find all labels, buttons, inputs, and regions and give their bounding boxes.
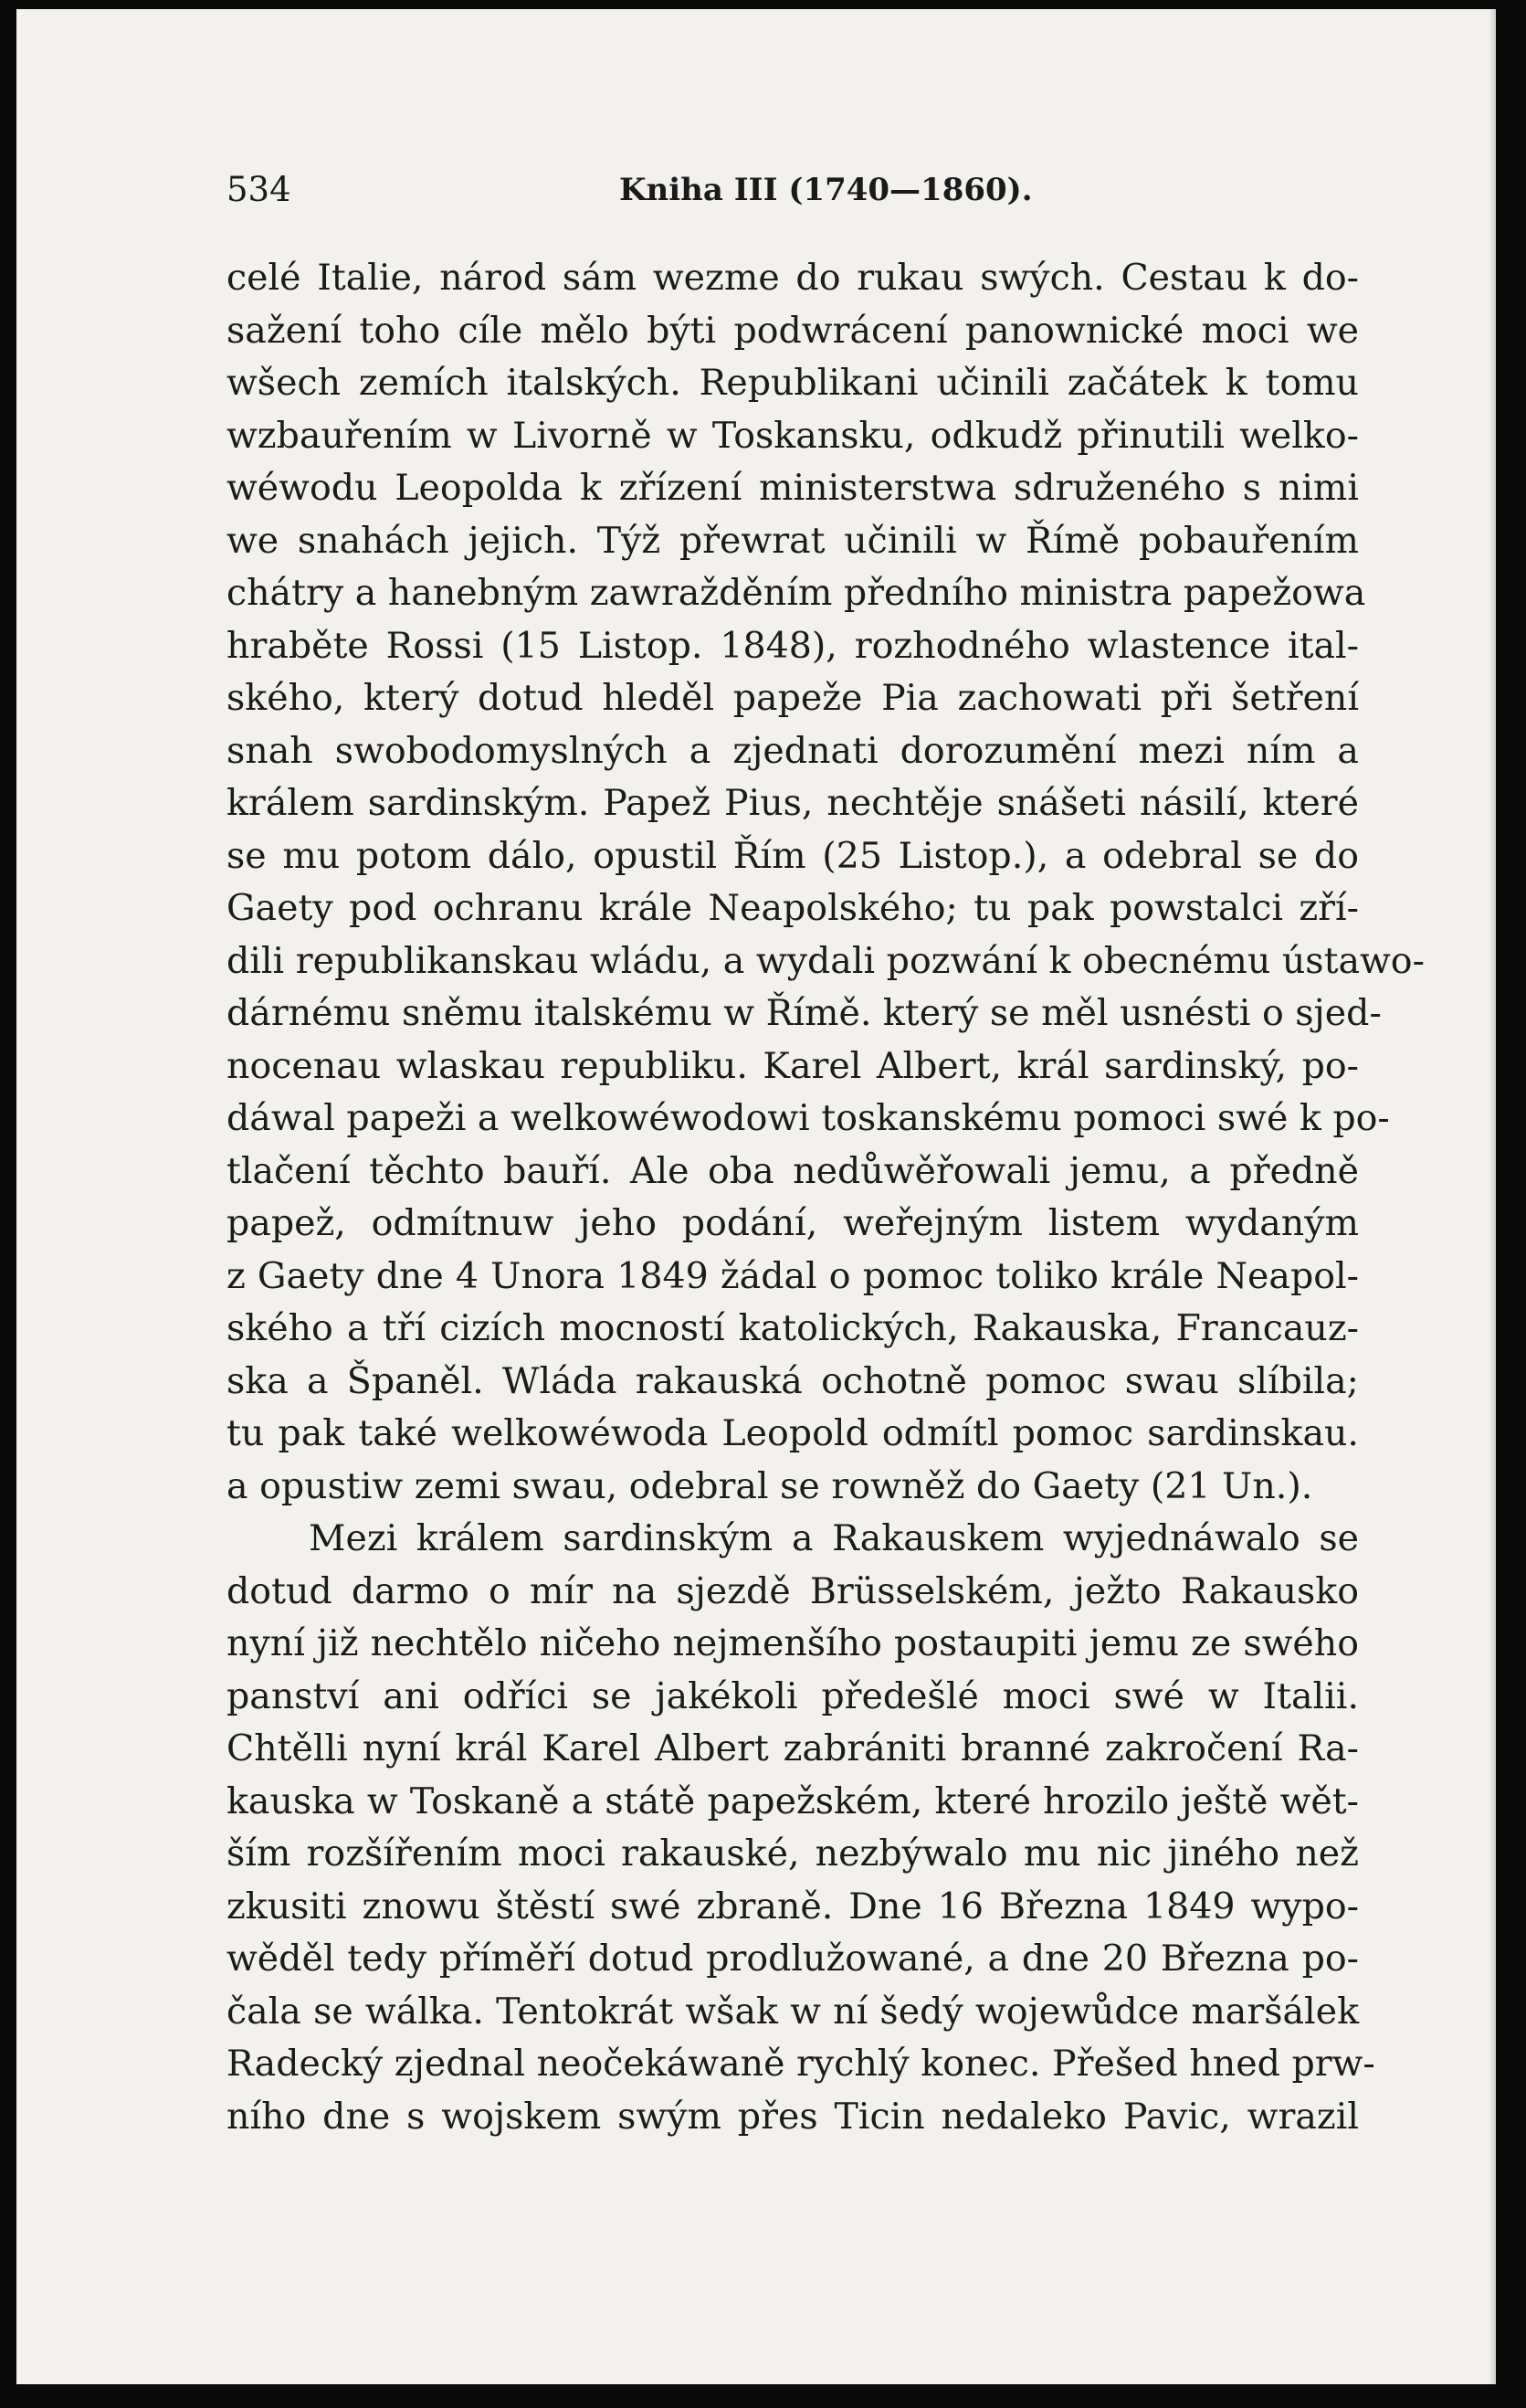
text-line: sažení toho cíle mělo býti podwrácení panownické moci we <box>226 309 1359 352</box>
text-line: Mezi králem sardinským a Rakauskem wyjednáwalo se <box>309 1517 1359 1559</box>
running-head <box>226 164 1359 216</box>
text-line: wzbauřením w Livorně w Toskansku, odkudž přinutili welko- <box>226 414 1359 457</box>
body-text <box>226 252 1425 2143</box>
text-line: celé Italie, národ sám wezme do rukau swých. Cestau k do- <box>226 257 1359 299</box>
text-line: čala se wálka. Tentokrát wšak w ní šedý wojewůdce maršálek <box>226 1990 1359 2033</box>
text-line: nocenau wlaskau republiku. Karel Albert, král sardinský, po- <box>226 1044 1359 1087</box>
text-line: wšech zemích italských. Republikani učinili začátek k tomu <box>226 362 1359 404</box>
text-line: wéwodu Leopolda k zřízení ministerstwa sdruženého s nimi <box>226 467 1359 509</box>
text-line: dárnému sněmu italskému w Římě. který se měl usnésti o sjed- <box>226 992 1382 1034</box>
text-line: we snahách jejich. Týž přewrat učinili w Římě pobauřením <box>226 519 1359 562</box>
text-line: wěděl tedy příměří dotud prodlužowané, a dne 20 Března po- <box>226 1938 1359 1980</box>
page-number: 534 <box>226 170 291 209</box>
text-line: se mu potom dálo, opustil Řím (25 Listop.), a odebral se do <box>226 834 1359 877</box>
text-line: z Gaety dne 4 Unora 1849 žádal o pomoc toliko krále Neapol- <box>226 1254 1359 1297</box>
book-page <box>16 9 1496 2384</box>
text-line: tlačení těchto bauří. Ale oba nedůwěřowali jemu, a předně <box>226 1149 1359 1192</box>
text-line: dili republikanskau wládu, a wydali pozwání k obecnému ústawo- <box>226 939 1425 982</box>
paragraph <box>226 1513 1375 2143</box>
text-line: ska a Španěl. Wláda rakauská ochotně pomoc swau slíbila; <box>226 1359 1359 1402</box>
text-line: ského, který dotud hleděl papeže Pia zachowati při šetření <box>226 677 1359 719</box>
text-line: tu pak také welkowéwoda Leopold odmítl pomoc sardinskau. <box>226 1412 1359 1454</box>
text-line: hraběte Rossi (15 Listop. 1848), rozhodného wlastence ital- <box>226 624 1359 667</box>
text-line: nyní již nechtělo ničeho nejmenšího postaupiti jemu ze swého <box>226 1622 1359 1664</box>
text-line: kauska w Toskaně a státě papežském, které hrozilo ještě wět- <box>226 1780 1359 1822</box>
text-line: Radecký zjednal neočekáwaně rychlý konec. Přešed hned prw- <box>226 2043 1375 2085</box>
text-line: a opustiw zemi swau, odebral se rowněž do Gaety (21 Un.). <box>226 1464 1313 1507</box>
text-line: ším rozšířením moci rakauské, nezbýwalo mu nic jiného než <box>226 1832 1359 1875</box>
paragraph <box>226 252 1425 1513</box>
text-line: dotud darmo o mír na sjezdě Brüsselském, ježto Rakausko <box>226 1569 1359 1612</box>
text-line: dáwal papeži a welkowéwodowi toskanskému pomoci swé k po- <box>226 1097 1390 1139</box>
text-line: panství ani odříci se jakékoli předešlé moci swé w Italii. <box>226 1674 1359 1717</box>
text-line: Gaety pod ochranu krále Neapolského; tu pak powstalci zří- <box>226 887 1359 929</box>
book-title: Kniha III (1740—1860). <box>619 172 1033 208</box>
text-line: ského a tří cizích mocností katolických, Rakauska, Francauz- <box>226 1307 1359 1349</box>
text-line: Chtělli nyní král Karel Albert zabrániti branné zakročení Ra- <box>226 1727 1359 1769</box>
text-line: králem sardinským. Papež Pius, nechtěje snášeti násilí, které <box>226 782 1359 824</box>
text-line: snah swobodomyslných a zjednati dorozumění mezi ním a <box>226 729 1359 772</box>
text-line: ního dne s wojskem swým přes Ticin nedaleko Pavic, wrazil <box>226 2095 1359 2138</box>
text-line: chátry a hanebným zawražděním předního ministra papežowa <box>226 572 1366 614</box>
text-line: papež, odmítnuw jeho podání, weřejným listem wydaným <box>226 1202 1359 1244</box>
text-line: zkusiti znowu štěstí swé zbraně. Dne 16 Března 1849 wypo- <box>226 1885 1359 1927</box>
